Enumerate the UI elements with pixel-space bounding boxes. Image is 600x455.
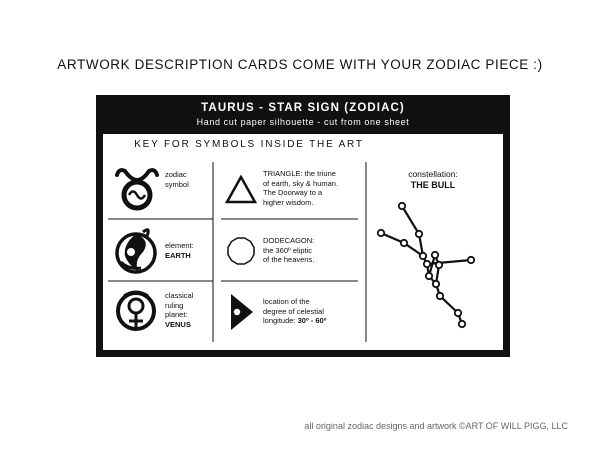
- ruling-line2: ruling: [165, 300, 184, 310]
- description-card: [96, 95, 510, 357]
- headline: ARTWORK DESCRIPTION CARDS COME WITH YOUR ZODIAC PIECE :): [57, 57, 543, 72]
- ruling-value: VENUS: [165, 319, 191, 329]
- location-line3: longitude:: [263, 316, 296, 325]
- triangle-line2: of earth, sky & human.: [263, 178, 339, 188]
- triangle-line3: The Doorway to a: [263, 188, 323, 197]
- location-line2: degree of celestial: [263, 306, 324, 316]
- key-title: KEY FOR SYMBOLS INSIDE THE ART: [134, 139, 364, 150]
- dodecagon-line2: the 360º eliptic: [263, 245, 313, 255]
- ruling-line1: classical: [165, 291, 194, 300]
- constellation-name: THE BULL: [410, 180, 456, 190]
- ruling-line3: planet:: [165, 310, 188, 319]
- card-subtitle: Hand cut paper silhouette - cut from one sheet: [196, 117, 410, 127]
- constellation-label-text: constellation:: [408, 169, 458, 179]
- card-header: [96, 95, 510, 134]
- copyright-footer: all original zodiac designs and artwork ©ART OF WILL PIGG, LLC: [304, 421, 568, 431]
- location-line1: location of the: [263, 297, 310, 306]
- zodiac-label-line1: zodiac: [165, 170, 187, 179]
- element-value: EARTH: [165, 250, 191, 260]
- zodiac-label-line2: symbol: [165, 179, 189, 189]
- card-title: TAURUS - STAR SIGN (ZODIAC): [201, 102, 405, 114]
- triangle-line1: TRIANGLE: the triune: [263, 169, 336, 178]
- card-body: [103, 134, 503, 350]
- location-value: 30º - 60º: [297, 316, 327, 325]
- constellation-diagram: [103, 134, 503, 350]
- triangle-line4: higher wisdom.: [263, 197, 314, 207]
- dodecagon-line1: DODECAGON:: [263, 236, 315, 245]
- element-label-text: element:: [165, 241, 194, 250]
- dodecagon-line3: of the heavens.: [263, 255, 315, 264]
